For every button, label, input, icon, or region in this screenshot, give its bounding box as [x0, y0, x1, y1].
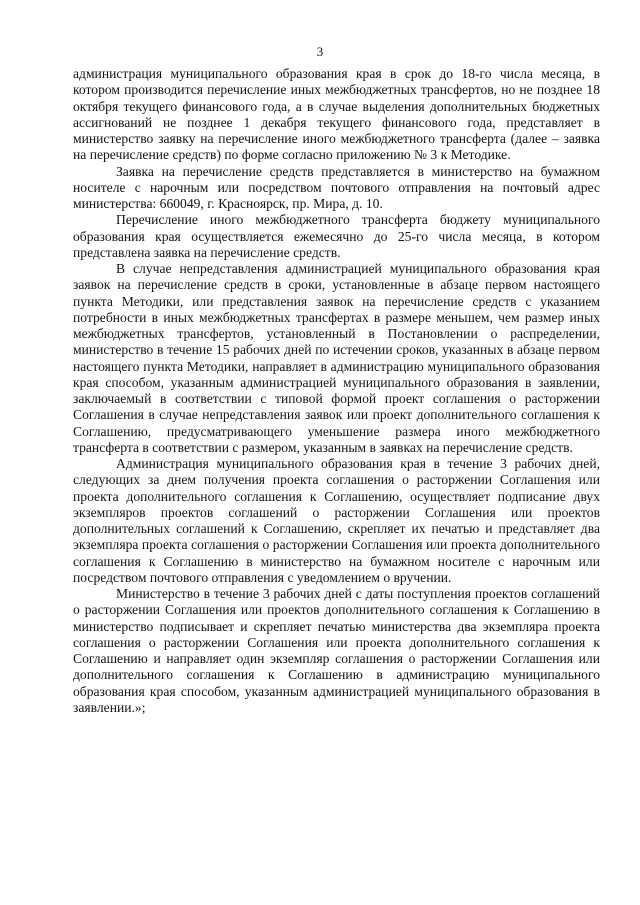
paragraph-transfer-schedule: Перечисление иного межбюджетного трансферта бюджету муниципального образования края осуществляется ежемесячно до 25-го числа месяца, в котором представлена заявка на перечисление средств.: [73, 212, 600, 260]
paragraph-application-submission: Заявка на перечисление средств представляется в министерство на бумажном носителе с нарочным или посредством почтового отправления на почтовый адрес министерства: 660049, г. Красноярск, пр. Мира, д. 10.: [73, 163, 600, 211]
paragraph-non-submission-case: В случае непредставления администрацией муниципального образования края заявок на перечисление средств в сроки, установленные в абзаце первом настоящего пункта Методики, или представления заявок на перечисление средств с указанием потребности в иных межбюджетных трансфертах в размере меньшем, чем размер иных межбюджетных трансфертов, установленный в Постановлении о распределении, министерство в течение 15 рабочих дней по истечении сроков, указанных в абзаце первом настоящего пункта Методики, направляет в администрацию муниципального образования края способом, указанным администрацией муниципального образования в заявлении, заключаемый в соответствии с типовой формой проект соглашения о расторжении Соглашения в случае непредставления заявок или проект дополнительного соглашения к Соглашению, предусматривающего уменьшение размера иного межбюджетного трансферта в соответствии с размером, указанным в заявках на перечисление средств.: [73, 261, 600, 455]
document-body: [73, 66, 600, 716]
page-number: 3: [316, 44, 324, 59]
paragraph-ministry-signing: Министерство в течение 3 рабочих дней с даты поступления проектов соглашений о расторжении Соглашения или проектов дополнительного соглашения к Соглашению в министерство подписывает и скрепляет печатью министерства два экземпляра проекта соглашения о расторжении Соглашения или проекта дополнительного соглашения к Соглашению и направляет один экземпляр соглашения о расторжении Соглашения или дополнительного соглашения к Соглашению в администрацию муниципального образования края способом, указанным администрацией муниципального образования в заявлении.»;: [73, 586, 600, 715]
paragraph-administration-signing: Администрация муниципального образования края в течение 3 рабочих дней, следующих за днем получения проекта соглашения о расторжении Соглашения или проекта дополнительного соглашения к Соглашению, осуществляет подписание двух экземпляров проектов соглашений о расторжении Соглашения или проектов дополнительных соглашений к Соглашению, скрепляет их печатью и представляет два экземпляра проекта соглашения о расторжении Соглашения или проекта дополнительного соглашения к Соглашению в министерство на бумажном носителе с нарочным или посредством почтового отправления с уведомлением о вручении.: [73, 456, 600, 585]
paragraph-application-deadline: администрация муниципального образования края в срок до 18-го числа месяца, в котором производится перечисление иных межбюджетных трансфертов, но не позднее 18 октября текущего финансового года, а в случае выделения дополнительных бюджетных ассигнований не позднее 1 декабря текущего финансового года, представляет в министерство заявку на перечисление иного межбюджетного трансферта (далее – заявка на перечисление средств) по форме согласно приложению № 3 к Методике.: [73, 66, 600, 163]
